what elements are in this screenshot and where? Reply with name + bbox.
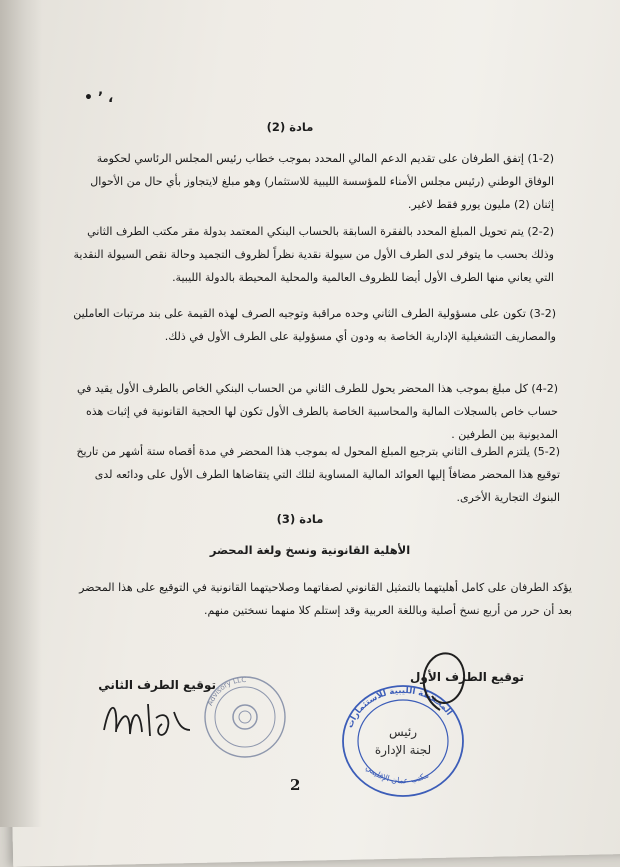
article-3-paragraph: يؤكد الطرفان على كامل أهليتهما بالتمثيل القانوني لصفاتهما وصلاحيتهما القانونية في التوقيع على هذا المحضر بعد أن حرر من أربع نسخ أصلية وباللغة العربية وقد إستلم كلا منهما نسختين منهم. (79, 581, 572, 617)
article-2-clause-1: (1-2) إتفق الطرفان على تقديم الدعم المالي المحدد بموجب خطاب رئيس المجلس الرئاسي لحكومة الوفاق الوطني (رئيس مجلس الأمناء للمؤسسة الليبية للاستثمار) وهو مبلغ لايتجاوز بأي حال من الأحوال إثنان (2) مليون يورو فقط لاغير. (90, 152, 554, 211)
first-stamp-ring-bottom: مكتب عمان الإقليمي (363, 762, 431, 786)
first-stamp-title: رئيس (388, 725, 418, 739)
article-2-heading: مادة (2) (266, 120, 314, 134)
first-stamp-ring-top: المحفظة الليبية للاستثمارات (345, 685, 454, 730)
second-party-stamp (200, 672, 290, 762)
article-2-clause-4: (4-2) كل مبلغ بموجب هذا المحضر يحول للطرف الثاني من الحساب البنكي الخاص بالطرف الأول يقيد في حساب خاص بالسجلات المالية والمحاسبية الخاصة بالطرف الأول تكون لها الحجية القانونية في إثبات هذه المديونية بين الطرفين . (76, 382, 558, 441)
article-3-subheading: الأهلية القانونية ونسخ ولغة المحضر (209, 543, 411, 557)
first-party-signature-label: توقيع الطرف الأول (410, 670, 524, 684)
article-2-clause-3: (3-2) تكون على مسؤولية الطرف الثاني وحده مراقبة وتوجيه الصرف لهذه القيمة على بند مرتبات العاملين والمصاريف التشغيلية الإدارية الخاصة به ودون أي مسؤولية على الطرف الأول في ذلك. (73, 307, 556, 343)
first-stamp-committee: لجنة الإدارة (374, 743, 432, 757)
article-3-heading: مادة (3) (276, 512, 324, 526)
article-2-clause-2: (2-2) يتم تحويل المبلغ المحدد بالفقرة السابقة بالحساب البنكي المعتمد بدولة مقر مكتب الطرف الثاني وذلك بحسب ما يتوفر لدى الطرف الأول من سيولة نقدية نظراً لظروف التجميد وحالة نقص السيولة النقدية التي يعاني منها الطرف الأول أيضا للظروف العالمية والمحلية المحيطة بالدولة الليبية. (73, 225, 554, 284)
margin-marks: • ’ ، (84, 90, 114, 106)
svg-text:Advisory LLC (206, 676, 246, 707)
page-number: 2 (290, 776, 301, 794)
article-2-clause-5: (5-2) يلتزم الطرف الثاني بترجيع المبلغ المحول له بموجب هذا المحضر في مدة أقصاه ستة أشهر من تاريخ توقيع هذا المحضر مضافاً إليها العوائد المالية المساوية لتلك التي يتقاضاها الطرف الأول على ودائعه لدى البنوك التجارية الأخرى. (76, 445, 560, 504)
second-stamp-ring-text: Advisory LLC (206, 675, 247, 707)
second-party-signature-label: توقيع الطرف الثاني (98, 678, 216, 692)
svg-text:مكتب عمان الإقليمي (364, 763, 430, 785)
second-party-signature (96, 690, 206, 750)
first-party-signature (410, 648, 480, 718)
